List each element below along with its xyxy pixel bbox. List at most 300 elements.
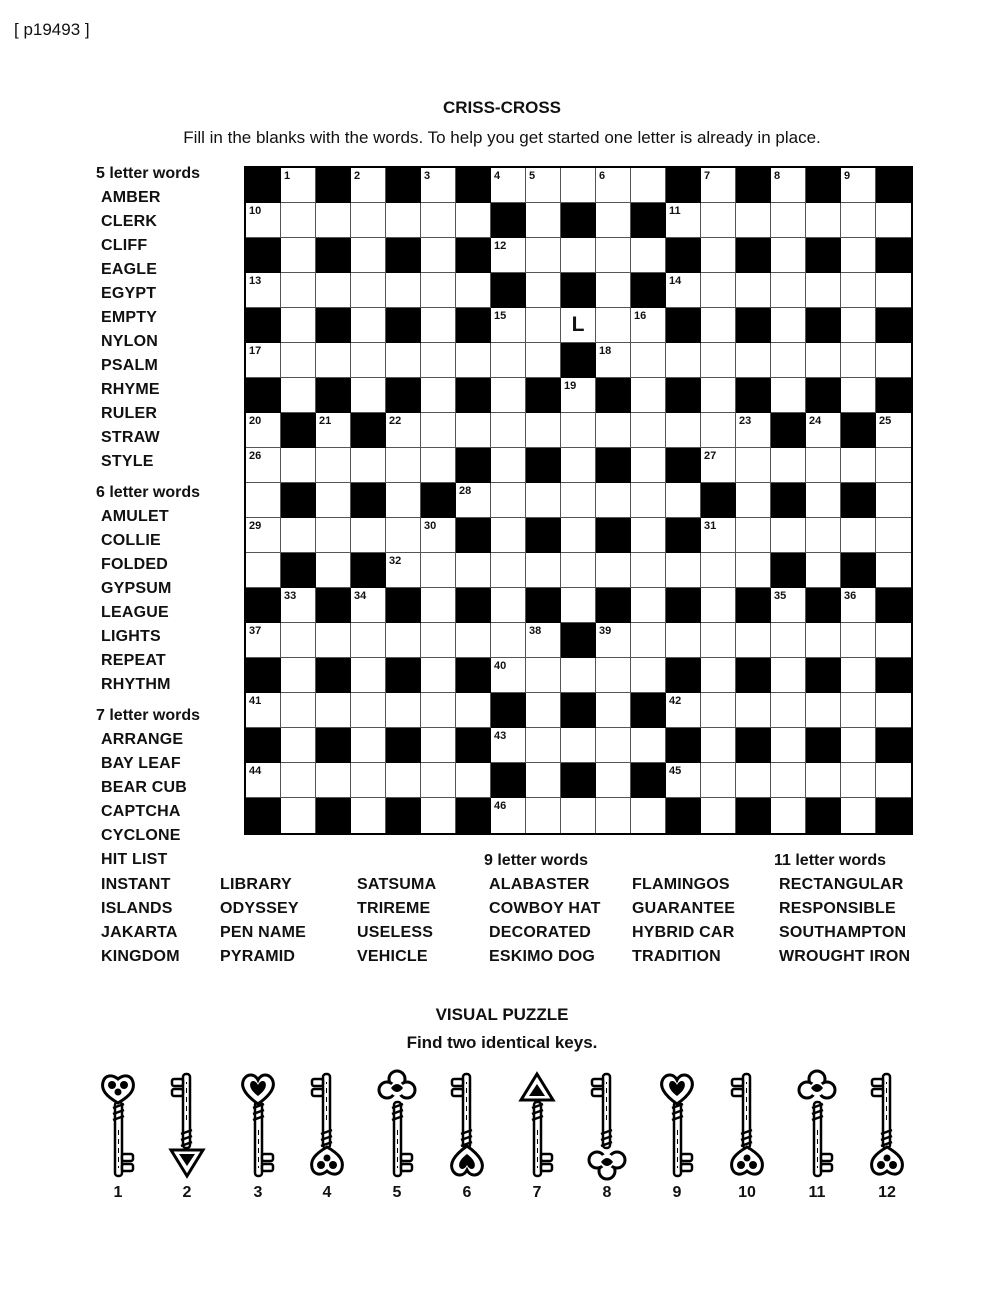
word-item: CLIFF: [101, 237, 148, 254]
grid-cell[interactable]: [771, 623, 806, 658]
clue-number: 46: [494, 800, 507, 812]
grid-cell[interactable]: [806, 448, 841, 483]
grid-cell[interactable]: [526, 413, 561, 448]
word-item: TRIREME: [357, 900, 431, 917]
grid-cell[interactable]: [701, 693, 736, 728]
grid-cell[interactable]: [491, 378, 526, 413]
grid-cell[interactable]: [841, 238, 876, 273]
grid-cell[interactable]: [281, 343, 316, 378]
grid-cell[interactable]: [596, 413, 631, 448]
grid-cell[interactable]: [841, 343, 876, 378]
grid-cell[interactable]: [841, 308, 876, 343]
grid-cell[interactable]: [876, 553, 911, 588]
grid-cell[interactable]: [526, 623, 561, 658]
grid-cell[interactable]: [316, 553, 351, 588]
grid-cell[interactable]: [701, 798, 736, 833]
grid-cell[interactable]: [806, 553, 841, 588]
heart-key-icon[interactable]: [654, 1066, 700, 1184]
grid-cell[interactable]: [876, 693, 911, 728]
grid-cell[interactable]: [701, 238, 736, 273]
grid-cell[interactable]: [771, 308, 806, 343]
grid-cell[interactable]: [596, 168, 631, 203]
grid-cell[interactable]: [631, 168, 666, 203]
grid-cell[interactable]: [246, 553, 281, 588]
grid-cell[interactable]: [736, 448, 771, 483]
grid-cell[interactable]: [561, 588, 596, 623]
clover-key-icon[interactable]: [374, 1066, 420, 1184]
heart-key-icon[interactable]: [235, 1066, 281, 1184]
grid-cell[interactable]: [631, 413, 666, 448]
grid-cell[interactable]: [456, 273, 491, 308]
grid-cell[interactable]: [316, 343, 351, 378]
heart-key-icon[interactable]: [444, 1066, 490, 1184]
grid-cell[interactable]: [631, 728, 666, 763]
grid-cell[interactable]: [841, 728, 876, 763]
grid-cell[interactable]: [281, 728, 316, 763]
grid-cell[interactable]: [421, 448, 456, 483]
grid-cell[interactable]: [701, 448, 736, 483]
grid-cell[interactable]: [596, 483, 631, 518]
grid-cell[interactable]: [876, 203, 911, 238]
grid-cell[interactable]: [386, 203, 421, 238]
trefoil-key-icon[interactable]: [304, 1066, 350, 1184]
grid-cell[interactable]: [841, 693, 876, 728]
grid-cell[interactable]: [351, 448, 386, 483]
grid-cell[interactable]: [771, 238, 806, 273]
grid-cell[interactable]: [771, 798, 806, 833]
grid-cell[interactable]: [701, 763, 736, 798]
grid-cell[interactable]: [386, 273, 421, 308]
grid-cell[interactable]: [421, 518, 456, 553]
grid-cell[interactable]: [281, 588, 316, 623]
grid-cell[interactable]: [631, 553, 666, 588]
grid-cell[interactable]: [596, 273, 631, 308]
grid-cell[interactable]: [841, 518, 876, 553]
grid-cell[interactable]: [351, 203, 386, 238]
grid-cell[interactable]: [666, 343, 701, 378]
grid-cell[interactable]: [281, 238, 316, 273]
triangle-key-icon[interactable]: [164, 1066, 210, 1184]
grid-cell[interactable]: [701, 343, 736, 378]
grid-cell[interactable]: [526, 658, 561, 693]
grid-cell[interactable]: [596, 623, 631, 658]
grid-cell[interactable]: [806, 518, 841, 553]
grid-cell[interactable]: [456, 483, 491, 518]
grid-cell[interactable]: [421, 798, 456, 833]
grid-cell[interactable]: [421, 413, 456, 448]
grid-cell[interactable]: [281, 378, 316, 413]
grid-cell[interactable]: [386, 413, 421, 448]
grid-cell[interactable]: [666, 413, 701, 448]
grid-cell[interactable]: [771, 273, 806, 308]
grid-cell[interactable]: [421, 693, 456, 728]
grid-cell[interactable]: [351, 798, 386, 833]
grid-cell[interactable]: [281, 658, 316, 693]
grid-cell[interactable]: [351, 728, 386, 763]
grid-cell[interactable]: [421, 658, 456, 693]
grid-cell[interactable]: [421, 728, 456, 763]
grid-cell[interactable]: [526, 308, 561, 343]
grid-cell[interactable]: [596, 553, 631, 588]
grid-cell[interactable]: [491, 588, 526, 623]
grid-cell[interactable]: [666, 693, 701, 728]
grid-cell[interactable]: [246, 623, 281, 658]
grid-cell[interactable]: [491, 238, 526, 273]
grid-cell[interactable]: [841, 168, 876, 203]
grid-cell[interactable]: [631, 658, 666, 693]
grid-cell[interactable]: [561, 728, 596, 763]
clue-number: 6: [599, 170, 606, 182]
grid-cell[interactable]: [281, 448, 316, 483]
grid-cell[interactable]: [316, 518, 351, 553]
grid-cell[interactable]: [281, 273, 316, 308]
grid-cell[interactable]: [666, 553, 701, 588]
grid-cell[interactable]: [246, 518, 281, 553]
grid-cell[interactable]: [526, 343, 561, 378]
grid-cell[interactable]: [701, 728, 736, 763]
grid-cell[interactable]: [246, 448, 281, 483]
grid-cell[interactable]: [841, 763, 876, 798]
grid-cell[interactable]: [666, 763, 701, 798]
grid-cell[interactable]: [561, 553, 596, 588]
grid-cell[interactable]: [596, 763, 631, 798]
grid-cell[interactable]: [561, 308, 596, 343]
grid-cell[interactable]: [421, 623, 456, 658]
grid-cell[interactable]: [631, 448, 666, 483]
grid-cell[interactable]: [491, 798, 526, 833]
black-cell: [246, 308, 281, 343]
grid-cell[interactable]: [806, 413, 841, 448]
grid-cell[interactable]: [526, 238, 561, 273]
grid-cell[interactable]: [421, 273, 456, 308]
black-cell: [316, 308, 351, 343]
clue-number: 39: [599, 625, 612, 637]
grid-cell[interactable]: [491, 553, 526, 588]
grid-cell[interactable]: [281, 168, 316, 203]
grid-cell[interactable]: [421, 238, 456, 273]
word-item: AMULET: [101, 508, 169, 525]
black-cell: [316, 238, 351, 273]
clue-number: 15: [494, 310, 507, 322]
grid-cell[interactable]: [596, 308, 631, 343]
grid-cell[interactable]: [876, 273, 911, 308]
grid-cell[interactable]: [701, 588, 736, 623]
grid-cell[interactable]: [316, 763, 351, 798]
grid-cell[interactable]: [386, 623, 421, 658]
grid-cell[interactable]: [701, 413, 736, 448]
grid-cell[interactable]: [771, 448, 806, 483]
word-item: HIT LIST: [101, 851, 168, 868]
grid-cell[interactable]: [491, 623, 526, 658]
grid-cell[interactable]: [491, 343, 526, 378]
grid-cell[interactable]: [666, 483, 701, 518]
grid-cell[interactable]: [386, 763, 421, 798]
grid-cell[interactable]: [876, 518, 911, 553]
grid-cell[interactable]: [351, 378, 386, 413]
grid-cell[interactable]: [351, 693, 386, 728]
key-number: 9: [672, 1184, 682, 1201]
grid-cell[interactable]: [281, 693, 316, 728]
grid-cell[interactable]: [456, 693, 491, 728]
black-cell: [386, 168, 421, 203]
grid-cell[interactable]: [631, 343, 666, 378]
grid-cell[interactable]: [421, 343, 456, 378]
grid-cell[interactable]: [771, 518, 806, 553]
grid-cell[interactable]: [561, 798, 596, 833]
black-cell: [631, 203, 666, 238]
grid-cell[interactable]: [491, 728, 526, 763]
grid-cell[interactable]: [631, 798, 666, 833]
grid-cell[interactable]: [771, 658, 806, 693]
grid-cell[interactable]: [561, 413, 596, 448]
grid-cell[interactable]: [736, 343, 771, 378]
grid-cell[interactable]: [631, 238, 666, 273]
grid-cell[interactable]: [351, 588, 386, 623]
grid-cell[interactable]: [701, 518, 736, 553]
black-cell: [806, 378, 841, 413]
grid-cell[interactable]: [456, 343, 491, 378]
word-item: ESKIMO DOG: [489, 948, 596, 965]
grid-cell[interactable]: [596, 658, 631, 693]
clue-number: 34: [354, 590, 367, 602]
grid-cell[interactable]: [806, 203, 841, 238]
grid-cell[interactable]: [736, 693, 771, 728]
black-cell: [876, 378, 911, 413]
grid-cell[interactable]: [526, 728, 561, 763]
grid-cell[interactable]: [736, 623, 771, 658]
grid-cell[interactable]: [561, 483, 596, 518]
word-item: BAY LEAF: [101, 755, 181, 772]
grid-cell[interactable]: [351, 238, 386, 273]
grid-cell[interactable]: [841, 448, 876, 483]
grid-cell[interactable]: [386, 693, 421, 728]
black-cell: [386, 798, 421, 833]
black-cell: [806, 168, 841, 203]
grid-cell[interactable]: [596, 203, 631, 238]
clue-number: 44: [249, 765, 262, 777]
grid-cell[interactable]: [386, 448, 421, 483]
grid-cell[interactable]: [386, 553, 421, 588]
grid-cell[interactable]: [771, 203, 806, 238]
grid-cell[interactable]: [596, 238, 631, 273]
grid-cell[interactable]: [316, 623, 351, 658]
grid-cell[interactable]: [561, 168, 596, 203]
grid-cell[interactable]: [456, 623, 491, 658]
grid-cell[interactable]: [876, 483, 911, 518]
grid-cell[interactable]: [491, 483, 526, 518]
grid-cell[interactable]: [351, 658, 386, 693]
grid-cell[interactable]: [701, 378, 736, 413]
grid-cell[interactable]: [526, 553, 561, 588]
grid-cell[interactable]: [491, 308, 526, 343]
grid-cell[interactable]: [701, 658, 736, 693]
triangle-key-icon[interactable]: [514, 1066, 560, 1184]
grid-cell[interactable]: [526, 763, 561, 798]
grid-cell[interactable]: [701, 273, 736, 308]
grid-cell[interactable]: [526, 483, 561, 518]
grid-cell[interactable]: [421, 308, 456, 343]
grid-cell[interactable]: [701, 553, 736, 588]
grid-cell[interactable]: [281, 763, 316, 798]
clue-number: 28: [459, 485, 472, 497]
grid-cell[interactable]: [456, 763, 491, 798]
grid-cell[interactable]: [701, 308, 736, 343]
grid-cell[interactable]: [351, 518, 386, 553]
grid-cell[interactable]: [246, 693, 281, 728]
grid-cell[interactable]: [386, 483, 421, 518]
grid-cell[interactable]: [806, 273, 841, 308]
grid-cell[interactable]: [421, 203, 456, 238]
grid-cell[interactable]: [386, 518, 421, 553]
given-letter: L: [571, 313, 585, 336]
grid-cell[interactable]: [421, 168, 456, 203]
grid-cell[interactable]: [666, 203, 701, 238]
grid-cell[interactable]: [631, 378, 666, 413]
grid-cell[interactable]: [701, 168, 736, 203]
grid-cell[interactable]: [561, 448, 596, 483]
black-cell: [666, 588, 701, 623]
grid-cell[interactable]: [876, 413, 911, 448]
grid-cell[interactable]: [876, 343, 911, 378]
grid-cell[interactable]: [526, 168, 561, 203]
grid-cell[interactable]: [841, 623, 876, 658]
grid-cell[interactable]: [491, 413, 526, 448]
grid-cell[interactable]: [841, 798, 876, 833]
grid-cell[interactable]: [631, 308, 666, 343]
grid-cell[interactable]: [736, 763, 771, 798]
grid-cell[interactable]: [806, 343, 841, 378]
grid-cell[interactable]: [876, 448, 911, 483]
grid-cell[interactable]: [456, 413, 491, 448]
grid-cell[interactable]: [771, 728, 806, 763]
grid-cell[interactable]: [736, 553, 771, 588]
grid-cell[interactable]: [421, 588, 456, 623]
grid-cell[interactable]: [316, 203, 351, 238]
trefoil-key-icon[interactable]: [724, 1066, 770, 1184]
grid-cell[interactable]: [841, 378, 876, 413]
black-cell: [771, 483, 806, 518]
grid-cell[interactable]: [596, 343, 631, 378]
grid-cell[interactable]: [736, 203, 771, 238]
grid-cell[interactable]: [421, 378, 456, 413]
grid-cell[interactable]: [281, 518, 316, 553]
grid-cell[interactable]: [561, 238, 596, 273]
grid-cell[interactable]: [246, 413, 281, 448]
black-cell: [666, 448, 701, 483]
grid-cell[interactable]: [771, 168, 806, 203]
grid-cell[interactable]: [596, 728, 631, 763]
grid-cell[interactable]: [316, 693, 351, 728]
grid-cell[interactable]: [316, 413, 351, 448]
grid-cell[interactable]: [351, 763, 386, 798]
black-cell: [596, 518, 631, 553]
grid-cell[interactable]: [806, 763, 841, 798]
grid-cell[interactable]: [631, 588, 666, 623]
grid-cell[interactable]: [526, 693, 561, 728]
grid-cell[interactable]: [351, 273, 386, 308]
grid-cell[interactable]: [876, 763, 911, 798]
grid-cell[interactable]: [631, 518, 666, 553]
grid-cell[interactable]: [841, 658, 876, 693]
grid-cell[interactable]: [316, 483, 351, 518]
grid-cell[interactable]: [771, 378, 806, 413]
grid-cell[interactable]: [456, 553, 491, 588]
grid-cell[interactable]: [246, 483, 281, 518]
grid-cell[interactable]: [246, 763, 281, 798]
grid-cell[interactable]: [806, 483, 841, 518]
grid-cell[interactable]: [316, 448, 351, 483]
grid-cell[interactable]: [736, 518, 771, 553]
black-cell: [876, 798, 911, 833]
grid-cell[interactable]: [701, 623, 736, 658]
grid-cell[interactable]: [666, 273, 701, 308]
clover-key-icon[interactable]: [794, 1066, 840, 1184]
black-cell: [456, 238, 491, 273]
trefoil-key-icon[interactable]: [864, 1066, 910, 1184]
grid-cell[interactable]: [876, 623, 911, 658]
grid-cell[interactable]: [246, 203, 281, 238]
grid-cell[interactable]: [351, 168, 386, 203]
grid-cell[interactable]: [596, 693, 631, 728]
word-item: ISLANDS: [101, 900, 173, 917]
grid-cell[interactable]: [456, 203, 491, 238]
grid-cell[interactable]: [491, 518, 526, 553]
grid-cell[interactable]: [666, 623, 701, 658]
grid-cell[interactable]: [351, 308, 386, 343]
grid-cell[interactable]: [561, 378, 596, 413]
grid-cell[interactable]: [316, 273, 351, 308]
grid-cell[interactable]: [526, 273, 561, 308]
grid-cell[interactable]: [561, 518, 596, 553]
grid-cell[interactable]: [281, 203, 316, 238]
grid-cell[interactable]: [771, 763, 806, 798]
grid-cell[interactable]: [631, 623, 666, 658]
grid-cell[interactable]: [246, 273, 281, 308]
grid-cell[interactable]: [806, 623, 841, 658]
grid-cell[interactable]: [421, 553, 456, 588]
grid-cell[interactable]: [736, 483, 771, 518]
grid-cell[interactable]: [841, 588, 876, 623]
grid-cell[interactable]: [491, 448, 526, 483]
grid-cell[interactable]: [491, 168, 526, 203]
grid-cell[interactable]: [596, 798, 631, 833]
grid-cell[interactable]: [351, 623, 386, 658]
grid-cell[interactable]: [771, 343, 806, 378]
clover-key-icon[interactable]: [584, 1066, 630, 1184]
grid-cell[interactable]: [701, 203, 736, 238]
grid-cell[interactable]: [771, 588, 806, 623]
grid-cell[interactable]: [526, 798, 561, 833]
grid-cell[interactable]: [631, 483, 666, 518]
grid-cell[interactable]: [806, 693, 841, 728]
grid-cell[interactable]: [281, 798, 316, 833]
grid-cell[interactable]: [771, 693, 806, 728]
trefoil-key-icon[interactable]: [95, 1066, 141, 1184]
grid-cell[interactable]: [736, 273, 771, 308]
grid-cell[interactable]: [841, 273, 876, 308]
grid-cell[interactable]: [386, 343, 421, 378]
grid-cell[interactable]: [841, 203, 876, 238]
grid-cell[interactable]: [736, 413, 771, 448]
grid-cell[interactable]: [561, 658, 596, 693]
grid-cell[interactable]: [526, 203, 561, 238]
grid-cell[interactable]: [491, 658, 526, 693]
grid-cell[interactable]: [421, 763, 456, 798]
grid-cell[interactable]: [281, 308, 316, 343]
grid-cell[interactable]: [351, 343, 386, 378]
grid-cell[interactable]: [281, 623, 316, 658]
grid-cell[interactable]: [246, 343, 281, 378]
